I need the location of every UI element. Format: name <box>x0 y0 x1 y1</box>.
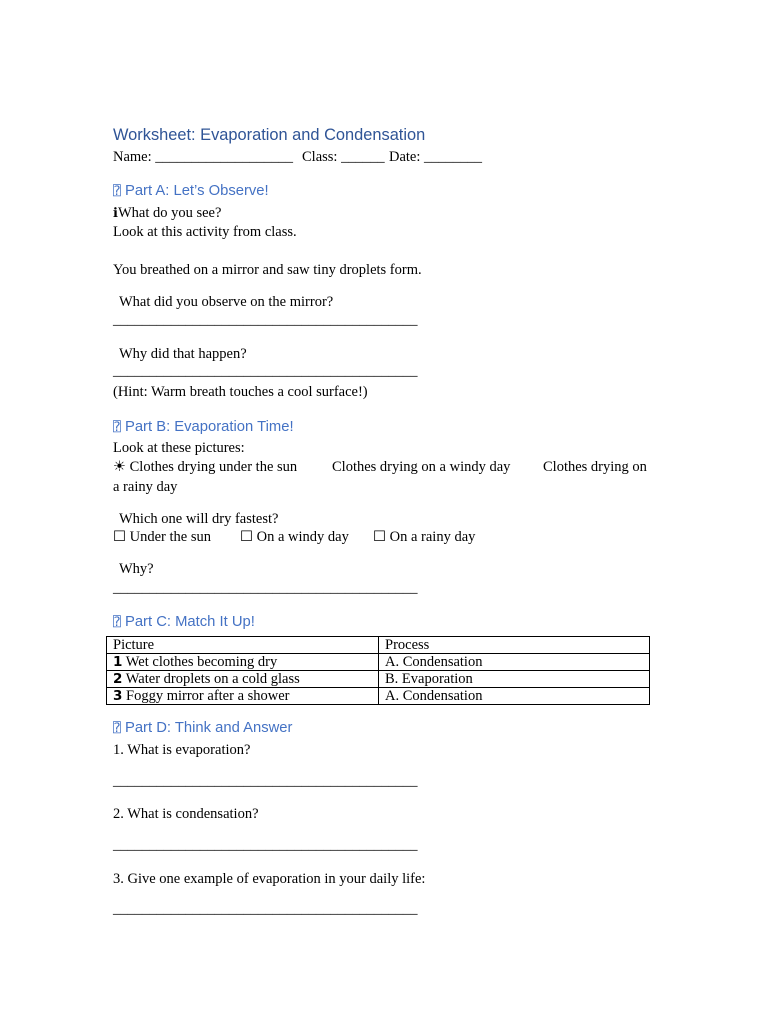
answer-line: __________________________________________ <box>113 363 418 379</box>
part-b-instruction: Look at these pictures: <box>113 440 245 456</box>
part-c-heading-text: Part C: Match It Up! <box>124 614 255 630</box>
date-label: Date: <box>389 149 421 165</box>
part-c-heading <box>113 613 255 632</box>
pictures-row <box>113 457 652 497</box>
table-header-row <box>107 637 650 654</box>
answer-line: __________________________________________ <box>113 837 418 853</box>
picture-cell <box>107 671 379 688</box>
table-row <box>107 671 650 688</box>
date-field <box>389 148 482 166</box>
part-a-hint: (Hint: Warm breath touches a cool surface!) <box>113 384 368 400</box>
part-a-scenario: You breathed on a mirror and saw tiny droplets form. <box>113 262 422 278</box>
picture-text: Foggy mirror after a shower <box>126 688 290 704</box>
class-label: Class: <box>302 149 338 165</box>
picture-label: Clothes drying on a windy day <box>332 459 511 475</box>
process-cell: B. Evaporation <box>379 671 650 688</box>
picture-text: Water droplets on a cold glass <box>125 671 300 687</box>
column-header-picture: Picture <box>107 637 379 654</box>
missing-glyph-icon: ⍰ <box>113 721 121 736</box>
part-d-heading <box>113 719 292 738</box>
picture-windy <box>332 457 543 477</box>
sun-icon: ☀ <box>113 459 126 475</box>
part-d-heading-text: Part D: Think and Answer <box>124 720 293 736</box>
part-a-question-2: Why did that happen? <box>119 346 247 362</box>
checkbox-icon: ☐ <box>240 529 253 545</box>
option-rainy <box>373 528 475 546</box>
picture-cell <box>107 688 379 705</box>
answer-line: __________________________________________ <box>113 901 418 917</box>
part-b-why: Why? <box>119 561 154 577</box>
part-b-heading-text: Part B: Evaporation Time! <box>124 419 294 435</box>
part-a-instruction: Look at this activity from class. <box>113 224 297 240</box>
class-field <box>302 148 385 166</box>
table-row <box>107 688 650 705</box>
info-icon: ℹ <box>113 206 118 221</box>
worksheet-title: Worksheet: Evaporation and Condensation <box>113 126 426 144</box>
part-a-prompt-text: What do you see? <box>117 205 222 221</box>
checkbox-icon: ☐ <box>113 529 126 545</box>
picture-rainy: Clothes drying on a rainy day <box>113 459 647 495</box>
part-d-question-3: 3. Give one example of evaporation in your daily life: <box>113 871 426 887</box>
date-blank: ________ <box>424 149 483 165</box>
picture-label: Clothes drying under the sun <box>129 459 298 475</box>
option-sun <box>113 528 211 546</box>
name-field <box>113 148 293 166</box>
table-row <box>107 654 650 671</box>
process-cell: A. Condensation <box>379 688 650 705</box>
part-a-heading <box>113 182 269 201</box>
answer-line: __________________________________________ <box>113 580 418 596</box>
picture-cell <box>107 654 379 671</box>
part-b-question: Which one will dry fastest? <box>119 511 279 527</box>
missing-glyph-icon: ⍰ <box>113 615 121 630</box>
checkbox-icon: ☐ <box>373 529 386 545</box>
answer-line: __________________________________________ <box>113 773 418 789</box>
part-a-prompt <box>113 204 221 223</box>
row-number: 3 <box>113 688 123 704</box>
part-a-heading-text: Part A: Let’s Observe! <box>124 183 269 199</box>
part-b-heading <box>113 418 294 437</box>
picture-text: Wet clothes becoming dry <box>125 654 278 670</box>
part-a-question-1: What did you observe on the mirror? <box>119 294 334 310</box>
picture-sun <box>113 457 332 477</box>
column-header-process: Process <box>379 637 650 654</box>
option-label: On a rainy day <box>389 529 476 545</box>
process-cell: A. Condensation <box>379 654 650 671</box>
name-label: Name: <box>113 149 152 165</box>
answer-line: __________________________________________ <box>113 312 418 328</box>
option-windy <box>240 528 349 546</box>
missing-glyph-icon: ⍰ <box>113 184 121 199</box>
part-d-question-1: 1. What is evaporation? <box>113 742 251 758</box>
missing-glyph-icon: ⍰ <box>113 420 121 435</box>
class-blank: ______ <box>341 149 385 165</box>
name-blank: ___________________ <box>155 149 294 165</box>
option-label: On a windy day <box>256 529 349 545</box>
row-number: 2 <box>113 671 123 687</box>
row-number: 1 <box>113 654 123 670</box>
option-label: Under the sun <box>129 529 211 545</box>
part-d-question-2: 2. What is condensation? <box>113 806 259 822</box>
match-table <box>106 636 650 705</box>
